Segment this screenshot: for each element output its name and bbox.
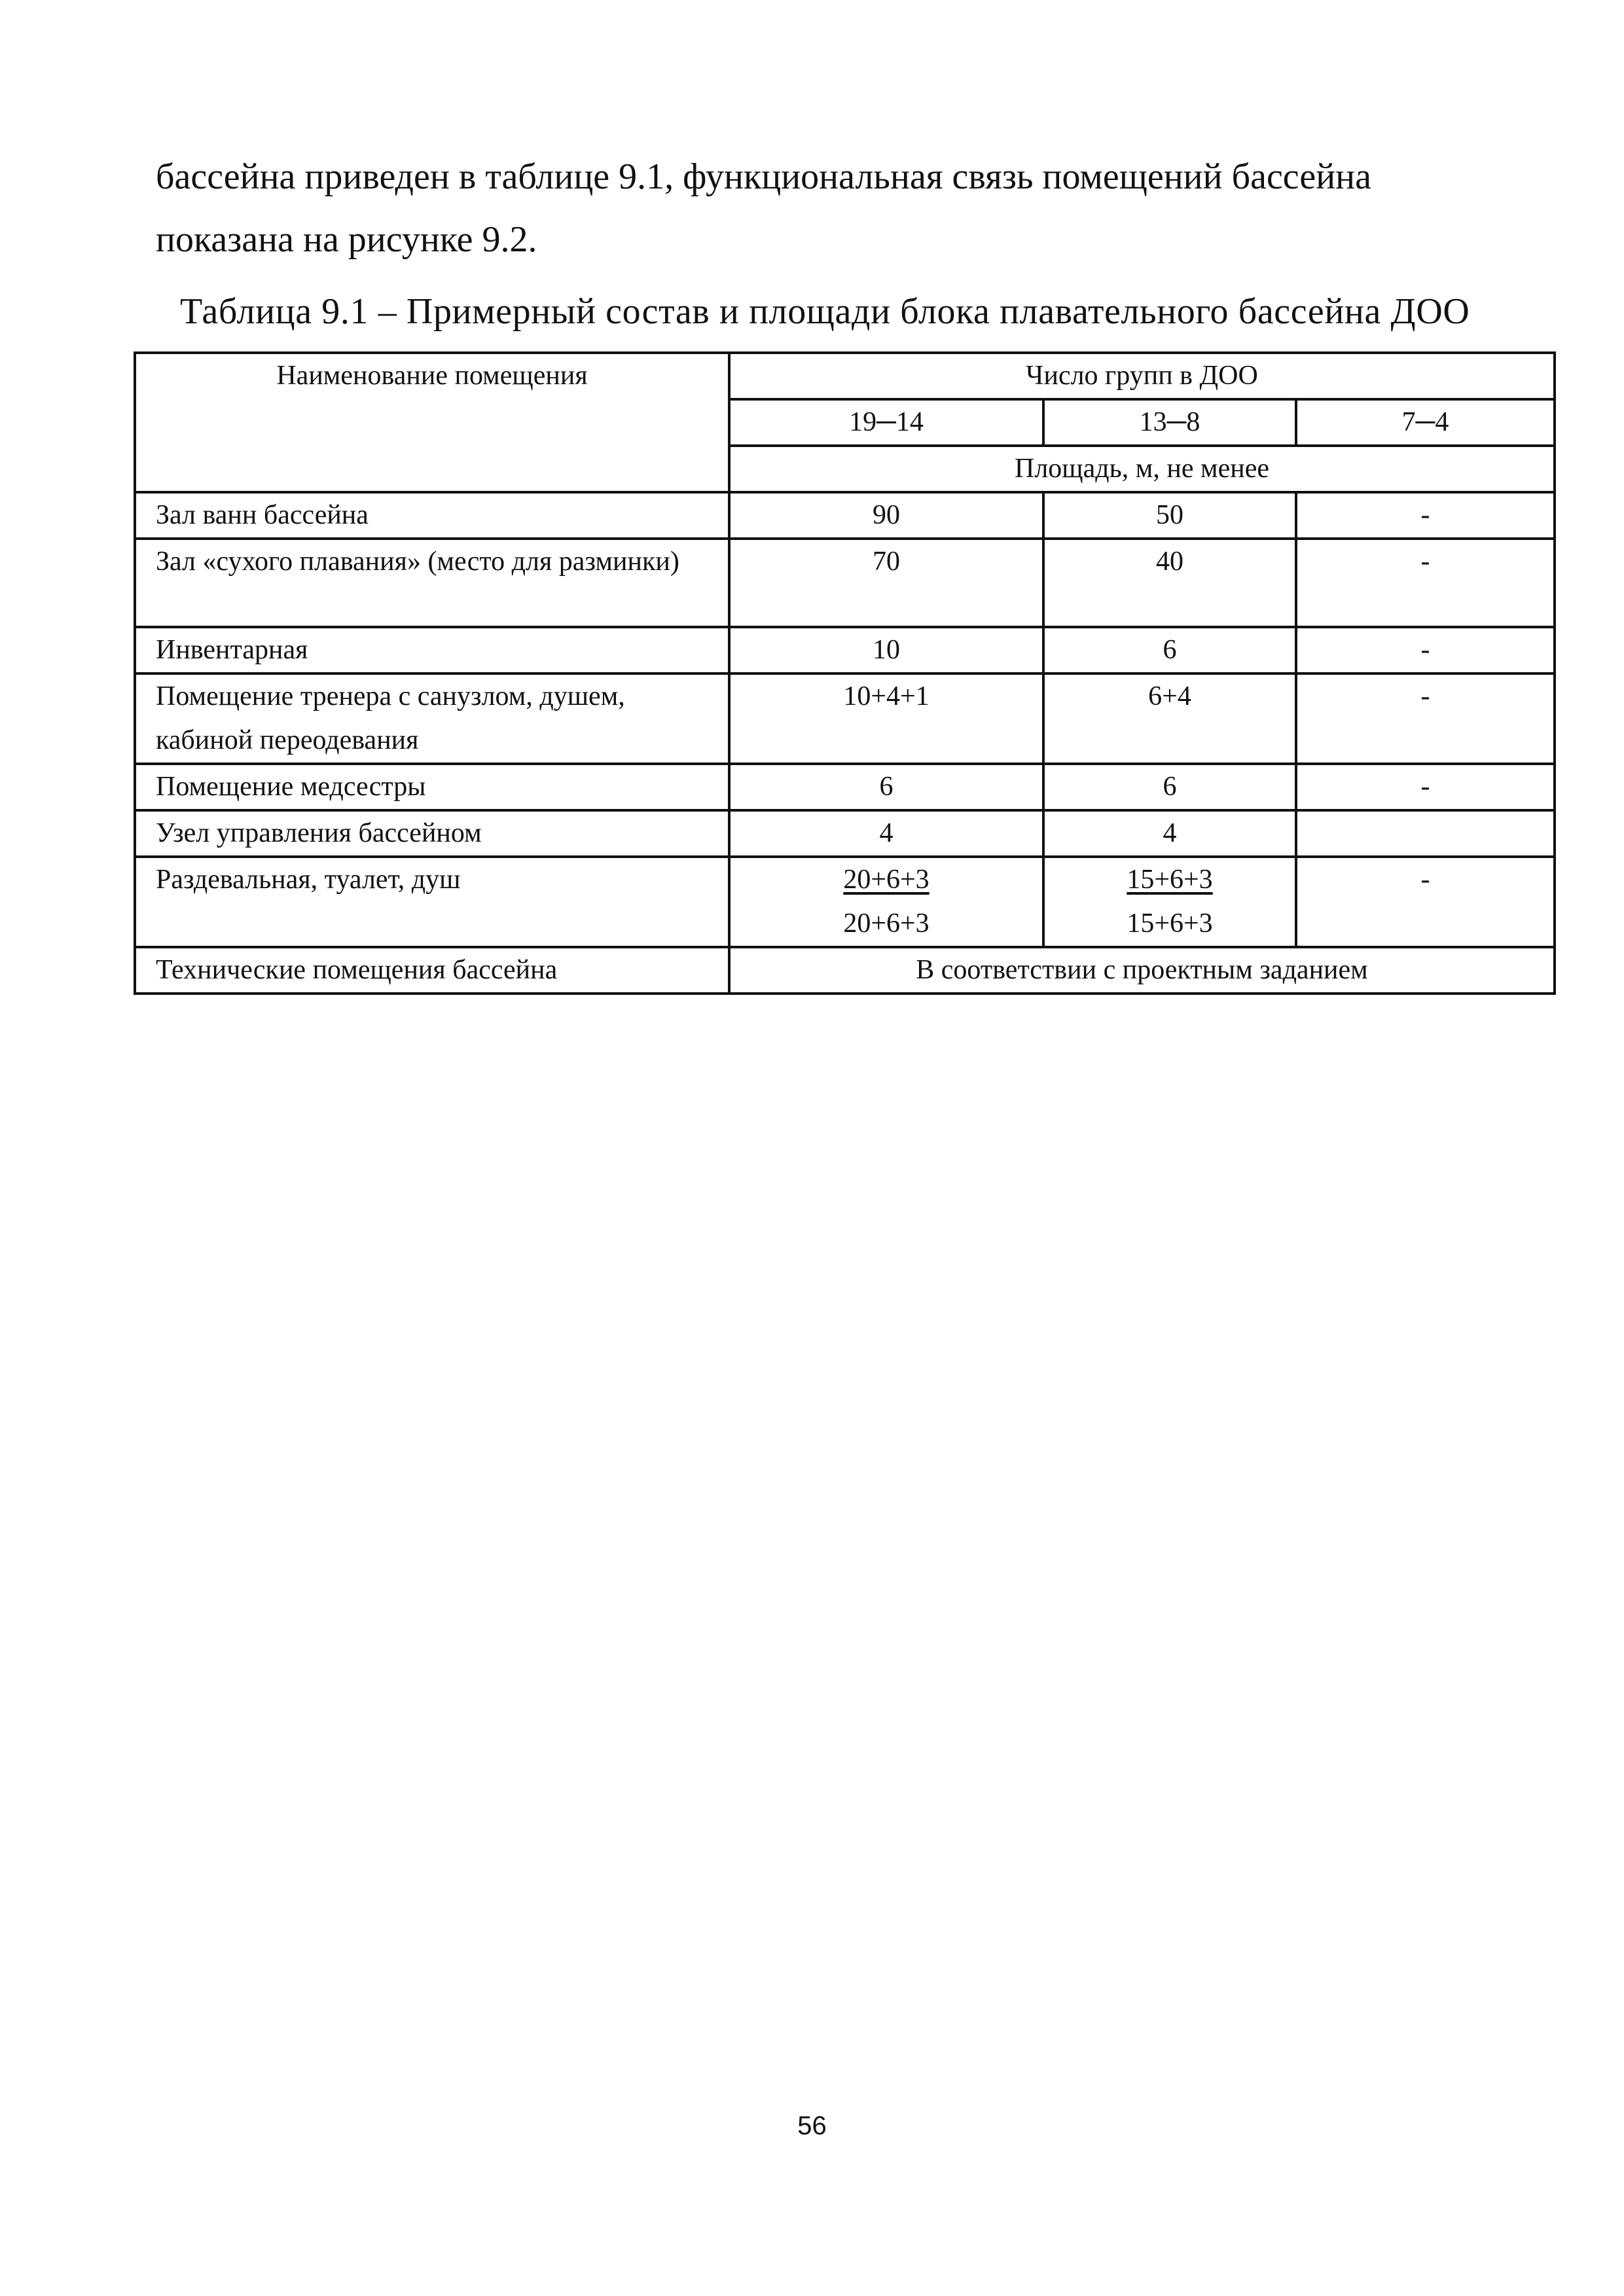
row-name: Инвентарная [135, 627, 729, 673]
cell-value: 50 [1043, 492, 1296, 539]
header-area: Площадь, м, не менее [729, 446, 1555, 492]
rooms-area-table [134, 351, 1556, 995]
cell-value-underlined: 20+6+3 [843, 865, 929, 895]
cell-value: 6 [1043, 764, 1296, 810]
table-row [135, 810, 1555, 857]
merged-cell: В соответствии с проектным заданием [729, 947, 1555, 994]
table-row [135, 673, 1555, 764]
body-paragraph [156, 145, 1543, 271]
cell-value: - [1296, 492, 1555, 539]
row-name: Помещение тренера с санузлом, душем, кабиной переодевания [135, 673, 729, 764]
row-name: Зал «сухого плавания» (место для разминки) [135, 539, 729, 627]
table-row [135, 627, 1555, 673]
cell-value: 6+4 [1043, 673, 1296, 764]
table-row [135, 947, 1555, 994]
row-name: Зал ванн бассейна [135, 492, 729, 539]
header-col-19-14: 19─14 [729, 399, 1043, 446]
table-row [135, 539, 1555, 627]
cell-value: 40 [1043, 539, 1296, 627]
table-row [135, 492, 1555, 539]
cell-value: - [1296, 764, 1555, 810]
cell-value [1296, 810, 1555, 857]
paragraph-line-1: бассейна приведен в таблице 9.1, функциональная связь помещений бассейна [156, 156, 1371, 197]
page-number: 56 [797, 2111, 827, 2140]
cell-value-second: 15+6+3 [1127, 908, 1213, 939]
row-name: Раздевальная, туалет, душ [135, 857, 729, 947]
cell-value: 90 [729, 492, 1043, 539]
row-name: Узел управления бассейном [135, 810, 729, 857]
cell-value: 6 [1043, 627, 1296, 673]
row-name: Помещение медсестры [135, 764, 729, 810]
cell-value: 4 [1043, 810, 1296, 857]
table-row [135, 857, 1555, 947]
cell-value: - [1296, 857, 1555, 947]
header-col-13-8: 13─8 [1043, 399, 1296, 446]
cell-value-second: 20+6+3 [843, 908, 929, 939]
table-caption: Таблица 9.1 – Примерный состав и площади блока плавательного бассейна ДОО [180, 291, 1470, 332]
cell-value: 10+4+1 [729, 673, 1043, 764]
cell-value [729, 857, 1043, 947]
cell-value: - [1296, 627, 1555, 673]
paragraph-line-2: показана на рисунке 9.2. [156, 219, 537, 260]
header-col-7-4: 7─4 [1296, 399, 1555, 446]
header-room-name: Наименование помещения [135, 353, 729, 492]
cell-value: 4 [729, 810, 1043, 857]
cell-value: - [1296, 673, 1555, 764]
header-groups: Число групп в ДОО [729, 353, 1555, 399]
table-row [135, 764, 1555, 810]
cell-value: - [1296, 539, 1555, 627]
cell-value [1043, 857, 1296, 947]
cell-value-underlined: 15+6+3 [1127, 865, 1213, 895]
cell-value: 10 [729, 627, 1043, 673]
cell-value: 70 [729, 539, 1043, 627]
cell-value: 6 [729, 764, 1043, 810]
row-name: Технические помещения бассейна [135, 947, 729, 994]
